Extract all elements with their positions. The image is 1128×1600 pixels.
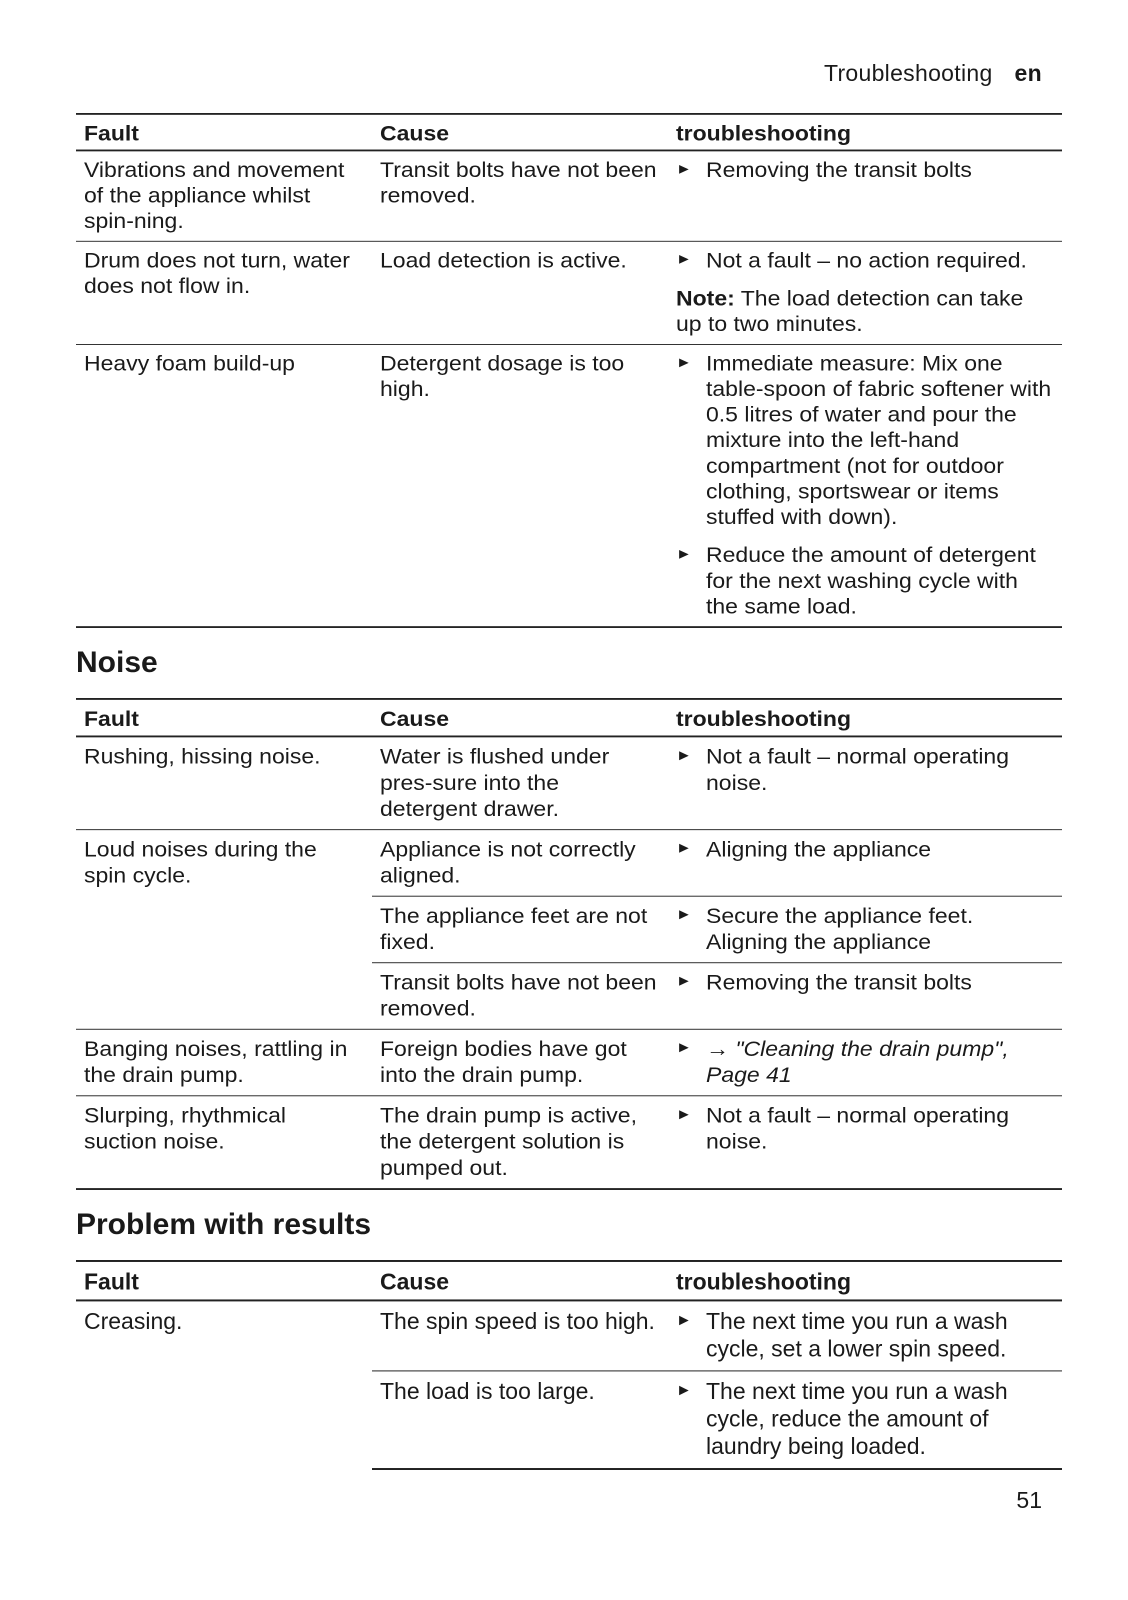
remedy-step (676, 836, 1054, 862)
remedy-cell (668, 830, 1062, 897)
bullet-triangle-icon: ► (676, 1106, 692, 1123)
remedy-step (676, 157, 1054, 183)
remedy-step (676, 1307, 1054, 1362)
step-text: The next time you run a wash cycle, reduce the amount of laundry being loaded. (706, 1378, 1008, 1460)
note-text: The load detection can take up to two minutes. (676, 286, 1024, 336)
fault-cell: Heavy foam build-up (76, 344, 372, 627)
remedy-cell (668, 241, 1062, 344)
bullet-triangle-icon: ► (676, 161, 692, 177)
bullet-triangle-icon: ► (676, 906, 692, 923)
bullet-triangle-icon: ► (676, 546, 692, 563)
step-text: Aligning the appliance (706, 836, 932, 862)
fault-cell: Creasing. (84, 1308, 183, 1334)
remedy-cell (668, 963, 1062, 1030)
step-text: Not a fault – normal operating noise. (706, 1102, 1010, 1154)
fault-table-noise (76, 698, 1062, 1190)
header-section: Troubleshooting (823, 60, 993, 86)
bullet-triangle-icon: ► (676, 251, 692, 268)
cause-cell: Transit bolts have not been removed. (372, 150, 668, 241)
header-language: en (1014, 60, 1042, 86)
remedy-step (676, 969, 1054, 995)
fault-cell: Slurping, rhythmical suction noise. (76, 1096, 372, 1189)
table-row (76, 1300, 1062, 1370)
header-troubleshooting: troubleshooting (668, 1261, 1062, 1300)
step-text: The next time you run a wash cycle, set a lower spin speed. (706, 1308, 1008, 1362)
table-header-row (76, 1261, 1062, 1300)
cause-cell: Foreign bodies have got into the drain pump. (372, 1029, 668, 1096)
fault-table-results (76, 1260, 1062, 1470)
running-header (824, 60, 1042, 87)
cause-cell: Detergent dosage is too high. (372, 344, 668, 627)
remedy-step (676, 1377, 1054, 1460)
header-cause: Cause (372, 1261, 668, 1300)
fault-cell: Loud noises during the spin cycle. (76, 830, 372, 1030)
cause-cell: The appliance feet are not fixed. (372, 896, 668, 963)
bullet-triangle-icon: ► (676, 1382, 692, 1400)
table-row (76, 1029, 1062, 1096)
cause-cell: Transit bolts have not been removed. (372, 963, 668, 1030)
remedy-cell (668, 1300, 1062, 1370)
table-row (76, 830, 1062, 897)
header-cause: Cause (372, 699, 668, 736)
remedy-cell (668, 344, 1062, 627)
bullet-triangle-icon: ► (676, 354, 692, 371)
remedy-cell (668, 150, 1062, 241)
step-text: Not a fault – no action required. (706, 248, 1027, 272)
remedy-step (676, 350, 1054, 529)
table-row (76, 344, 1062, 627)
remedy-step (676, 743, 1054, 795)
bullet-triangle-icon: ► (676, 1040, 692, 1056)
page-number: 51 (1016, 1487, 1042, 1513)
step-text: Not a fault – normal operating noise. (706, 743, 1010, 795)
remedy-cell (668, 1096, 1062, 1189)
fault-cell: Rushing, hissing noise. (76, 736, 372, 829)
header-fault: Fault (76, 1261, 372, 1300)
fault-cell: Banging noises, rattling in the drain pump. (76, 1029, 372, 1096)
step-text: Removing the transit bolts (706, 969, 972, 995)
step-text: Reduce the amount of detergent for the next washing cycle with the same load. (706, 543, 1036, 618)
note (676, 286, 1054, 337)
remedy-step (676, 902, 1054, 954)
cause-cell: The load is too large. (372, 1371, 668, 1469)
bullet-triangle-icon: ► (676, 747, 692, 764)
section-title-noise: Noise (76, 646, 158, 679)
remedy-step (676, 1035, 1054, 1087)
step-text: Secure the appliance feet. Aligning the appliance (706, 903, 974, 954)
fault-cell: Vibrations and movement of the appliance whilst spin-ning. (76, 150, 372, 241)
section-title-results: Problem with results (76, 1208, 372, 1241)
remedy-cell (668, 1371, 1062, 1469)
table-row (76, 150, 1062, 241)
cause-cell: The spin speed is too high. (372, 1300, 668, 1370)
header-cause: Cause (372, 114, 668, 151)
cross-reference-link[interactable]: "Cleaning the drain pump", Page 41 (706, 1036, 1009, 1087)
table-row (76, 736, 1062, 829)
remedy-cell (668, 736, 1062, 829)
table-row (76, 241, 1062, 344)
header-fault: Fault (76, 114, 372, 151)
remedy-step (676, 1102, 1054, 1154)
table-row (76, 1096, 1062, 1189)
bullet-triangle-icon: ► (676, 973, 692, 990)
note-label: Note: (676, 286, 735, 311)
header-troubleshooting: troubleshooting (668, 114, 1062, 151)
table-header-row (76, 699, 1062, 736)
header-troubleshooting: troubleshooting (668, 699, 1062, 736)
cause-cell: Appliance is not correctly aligned. (372, 830, 668, 897)
step-text: Removing the transit bolts (706, 157, 972, 182)
fault-cell: Drum does not turn, water does not flow in. (76, 241, 372, 344)
fault-table-general (76, 113, 1062, 628)
bullet-triangle-icon: ► (676, 1312, 692, 1330)
cause-cell: The drain pump is active, the detergent solution is pumped out. (372, 1096, 668, 1189)
table-header-row (76, 114, 1062, 151)
remedy-step (676, 542, 1054, 619)
cross-reference-arrow-icon: → (706, 1036, 729, 1061)
bullet-triangle-icon: ► (676, 840, 692, 857)
cause-cell: Load detection is active. (372, 241, 668, 344)
header-fault: Fault (76, 699, 372, 736)
cause-cell: Water is flushed under pres-sure into the detergent drawer. (372, 736, 668, 829)
remedy-step (676, 247, 1054, 273)
remedy-cell (668, 1029, 1062, 1096)
step-text: Immediate measure: Mix one table-spoon of fabric softener with 0.5 litres of water and pour the mixture into the left-hand compartment (not for outdoor clothing, sportswear or items stuffed with down). (706, 351, 1052, 529)
remedy-cell (668, 896, 1062, 963)
